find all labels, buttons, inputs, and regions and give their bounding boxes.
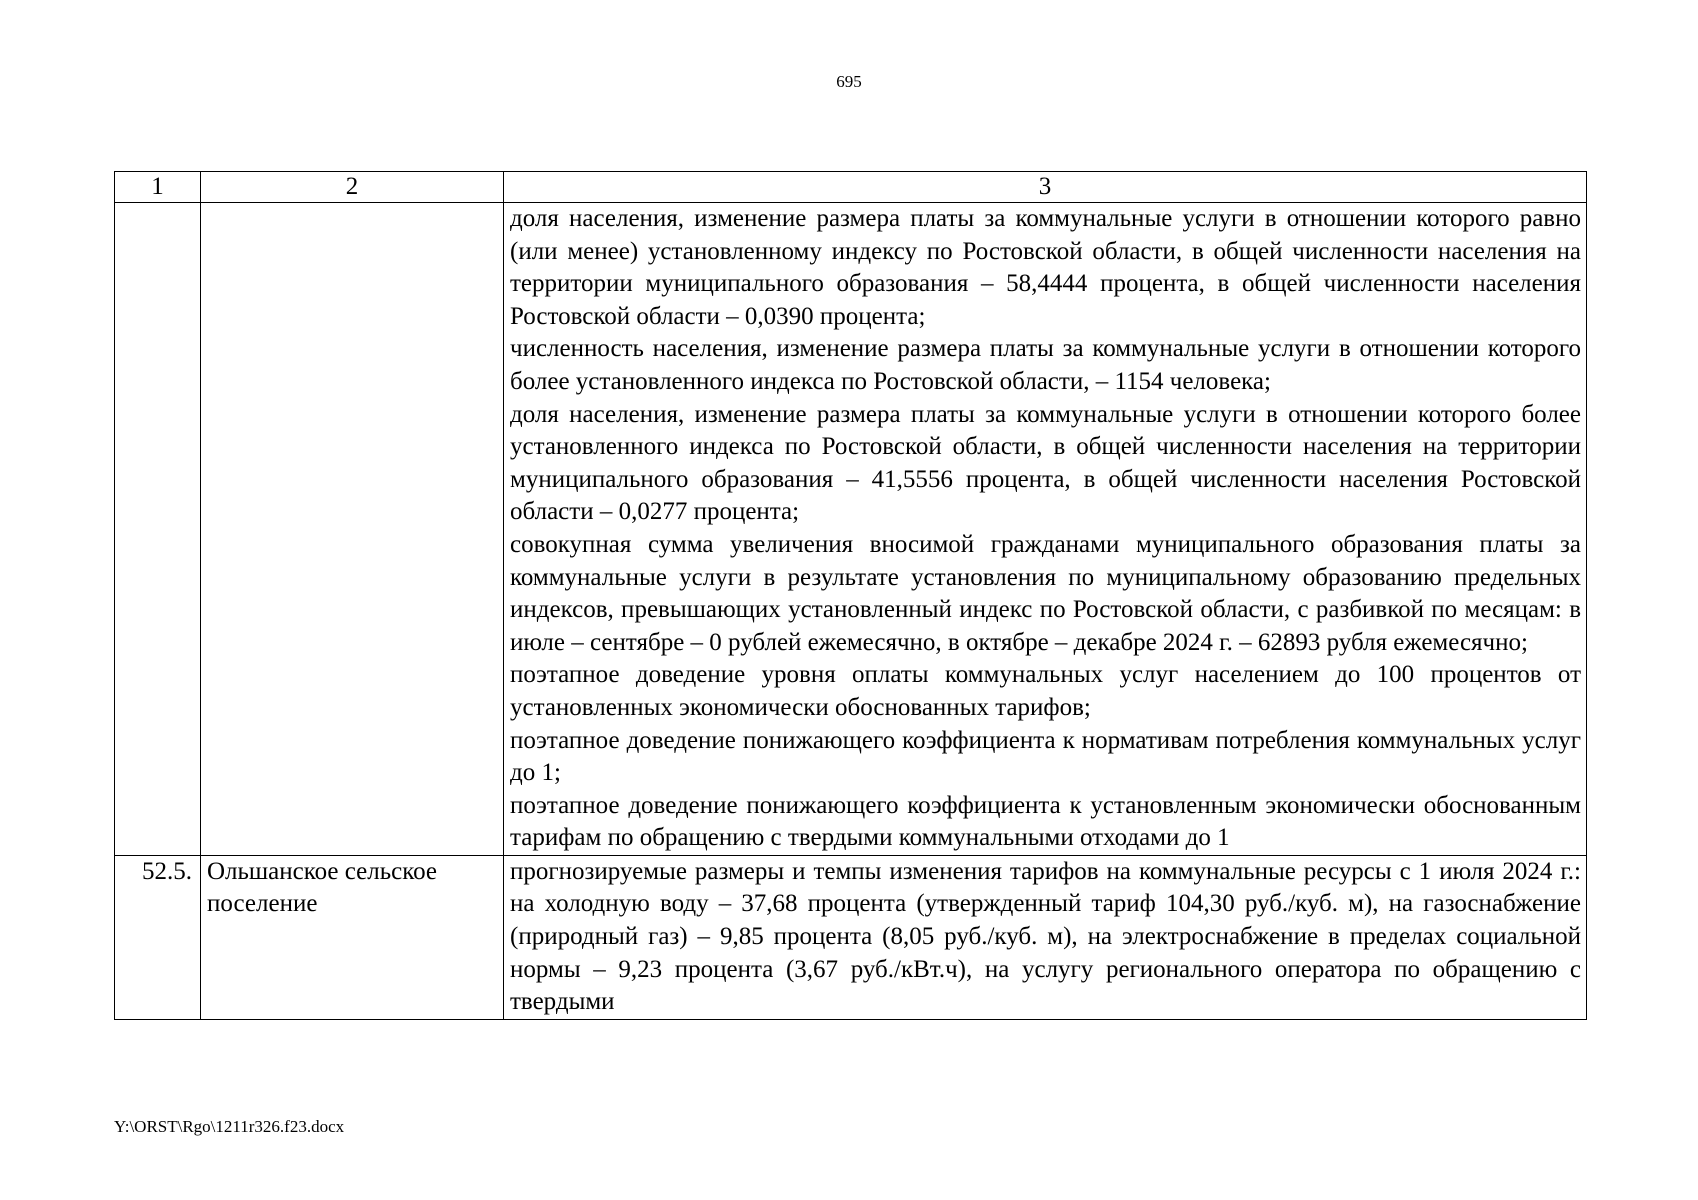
description-paragraph: поэтапное доведение понижающего коэффициента к установленным экономически обоснованным тарифам по обращению с твердыми коммунальными отходами до 1	[510, 791, 1581, 852]
description-paragraph: численность населения, изменение размера платы за коммунальные услуги в отношении которого более установленного индекса по Ростовской области, – 1154 человека;	[510, 335, 1581, 395]
row-number-cell: 52.5.	[115, 855, 201, 1019]
table-row	[115, 203, 1587, 856]
description-paragraph: доля населения, изменение размера платы за коммунальные услуги в отношении которого равно (или менее) установленному индексу по Ростовской области, в общей численности населения на территории муниципального образования – 58,4444 процента, в общей численности населения Ростовской области – 0,0390 процента;	[510, 205, 1581, 330]
description-paragraph: поэтапное доведение понижающего коэффициента к нормативам потребления коммунальных услуг до 1;	[510, 726, 1581, 787]
description-cell	[504, 855, 1587, 1019]
page-number: 695	[836, 72, 862, 91]
description-paragraph: совокупная сумма увеличения вносимой гражданами муниципального образования платы за коммунальные услуги в результате установления по муниципальному образованию предельных индексов, превышающих установленный индекс по Ростовской области, с разбивкой по месяцам: в июле – сентябре – 0 рублей ежемесячно, в октябре – декабре 2024 г. – 62893 рубля ежемесячно;	[510, 530, 1581, 656]
settlement-name-cell	[201, 203, 504, 856]
footer-file-path: Y:\ORST\Rgo\1211r326.f23.docx	[114, 1117, 345, 1136]
description-paragraph: поэтапное доведение уровня оплаты коммунальных услуг населением до 100 процентов от установленных экономически обоснованных тарифов;	[510, 661, 1581, 721]
row-number-cell	[115, 203, 201, 856]
settlement-name-cell: Ольшанское сельское поселение	[201, 855, 504, 1019]
description-paragraph: доля населения, изменение размера платы за коммунальные услуги в отношении которого более установленного индекса по Ростовской области, в общей численности населения на территории муниципального образования – 41,5556 процента, в общей численности населения Ростовской области – 0,0277 процента;	[510, 400, 1581, 526]
description-paragraph: прогнозируемые размеры и темпы изменения тарифов на коммунальные ресурсы с 1 июля 2024 г.: на холодную воду – 37,68 процента (утвержденный тариф 104,30 руб./куб. м), на газоснабжение (природный газ) – 9,85 процента (8,05 руб./куб. м), на электроснабжение в пределах социальной нормы – 9,23 процента (3,67 руб./кВт.ч), на услугу регионального оператора по обращению с твердыми	[510, 857, 1581, 1016]
table-row	[115, 855, 1587, 1019]
column-header-2: 2	[201, 172, 504, 203]
column-header-3: 3	[504, 172, 1587, 203]
document-table	[114, 171, 1587, 1020]
table-header-row	[115, 172, 1587, 203]
description-cell	[504, 203, 1587, 856]
column-header-1: 1	[115, 172, 201, 203]
